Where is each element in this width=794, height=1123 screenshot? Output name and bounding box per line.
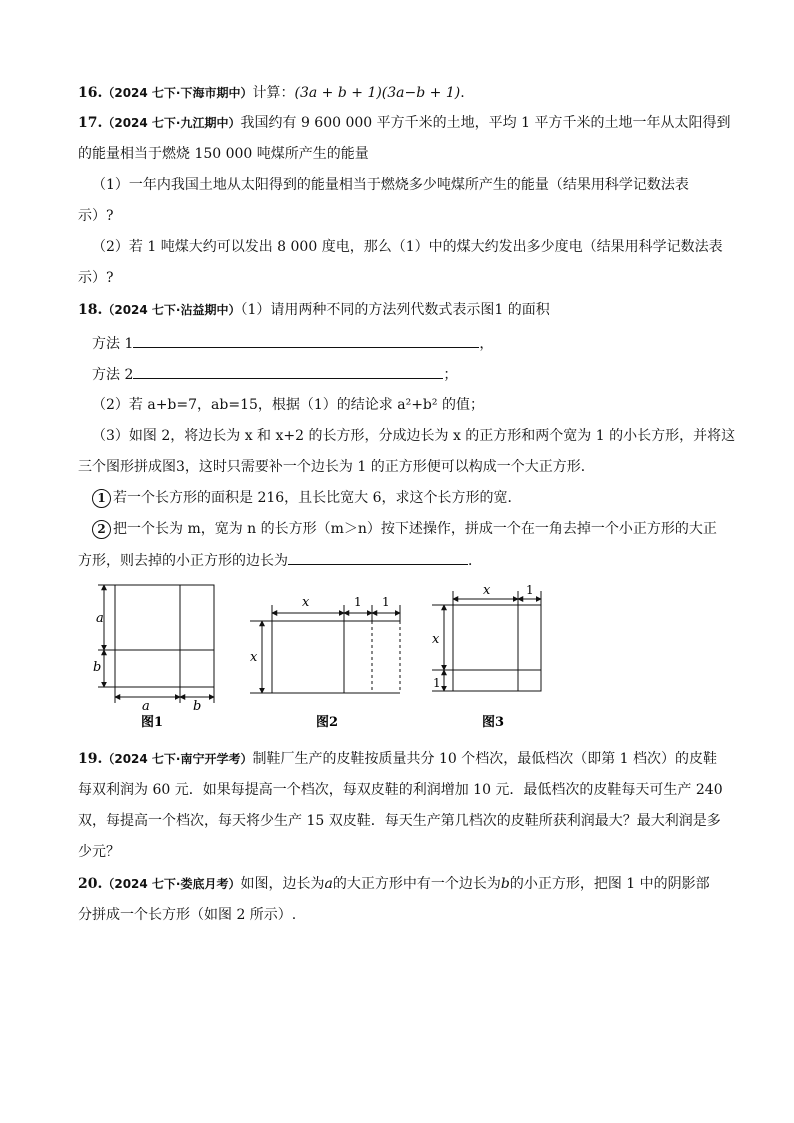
circled-number: 2	[92, 520, 111, 539]
method-1-label: 方法 1	[92, 336, 134, 352]
fig3-caption: 图3	[482, 715, 505, 730]
question-source: （2024 七下·九江期中）	[102, 116, 241, 130]
question-number: 17.	[78, 115, 103, 131]
question-number: 18.	[78, 302, 103, 318]
question-text: （1）请用两种不同的方法列代数式表示图1 的面积	[240, 302, 550, 318]
figures	[0, 577, 794, 737]
fig2-caption: 图2	[316, 715, 339, 730]
fig3-label-1-top: 1	[526, 583, 534, 597]
method-1-blank[interactable]	[133, 333, 479, 348]
method-2-blank[interactable]	[133, 364, 443, 379]
method-2-label: 方法 2	[92, 367, 134, 383]
math-expression: (3a + b + 1)(3a−b + 1)	[294, 85, 461, 101]
fig1-label-a: a	[96, 611, 104, 626]
fig1-label-b-bottom: b	[193, 699, 202, 714]
question-text: 我国约有 9 600 000 平方千米的土地，平均 1 平方千米的土地一年从太阳得到	[240, 115, 731, 131]
question-16	[78, 83, 465, 103]
question-17-line-2: 的能量相当于燃烧 150 000 吨煤所产生的能量	[78, 146, 369, 162]
figure-3	[432, 591, 541, 691]
question-17-part-2: （2）若 1 吨煤大约可以发出 8 000 度电，那么（1）中的煤大约发出多少度电（结果用科学记数法表	[92, 239, 723, 255]
fig2-label-x-top: x	[302, 595, 310, 610]
question-19-line-1	[78, 749, 717, 769]
figure-2	[250, 605, 400, 693]
question-text: 计算：	[252, 85, 295, 101]
sub-question-text: 方形，则去掉的小正方形的边长为	[78, 553, 288, 569]
fig2-label-x-left: x	[250, 650, 258, 665]
answer-blank[interactable]	[288, 550, 468, 565]
question-text: 如图，边长为	[240, 876, 325, 892]
math-variable-b: b	[500, 876, 510, 892]
question-source: （2024 七下·下海市期中）	[102, 86, 253, 100]
question-20-line-2: 分拼成一个长方形（如图 2 所示）.	[78, 907, 297, 923]
question-19-line-4: 少元？	[78, 844, 120, 860]
sub-question-2	[92, 519, 717, 539]
figure-1	[98, 585, 214, 703]
question-source: （2024 七下·娄底月考）	[102, 877, 241, 891]
math-variable-a: a	[324, 876, 333, 892]
question-source: （2024 七下·南宁开学考）	[102, 752, 253, 766]
fig3-label-1-left: 1	[433, 676, 441, 690]
fig2-label-1a: 1	[354, 595, 362, 609]
question-17-part-2-cont: 示）?	[78, 270, 114, 286]
fig1-caption: 图1	[141, 715, 164, 730]
question-source: （2024 七下·沾益期中）	[102, 303, 241, 317]
question-text: 的小正方形，把图 1 中的阴影部	[509, 876, 710, 892]
sub-question-2-cont	[78, 550, 482, 571]
fig3-label-x-left: x	[432, 632, 440, 647]
question-18-line-1	[78, 300, 550, 320]
question-17-line-1	[78, 113, 730, 133]
question-number: 16.	[78, 85, 103, 101]
sub-question-text: 把一个长为 m，宽为 n 的长方形（m＞n）按下述操作，拼成一个在一角去掉一个小正方形的大正	[113, 521, 717, 537]
question-19-line-2: 每双利润为 60 元．如果每提高一个档次，每双皮鞋的利润增加 10 元．最低档次的皮鞋每天可生产 240	[78, 782, 723, 798]
question-text: 制鞋厂生产的皮鞋按质量共分 10 个档次，最低档次（即第 1 档次）的皮鞋	[252, 751, 718, 767]
fig1-label-b: b	[93, 660, 102, 675]
question-19-line-3: 双，每提高一个档次，每天将少生产 15 双皮鞋．每天生产第几档次的皮鞋所获利润最大？最大利润是多	[78, 813, 721, 829]
fig1-label-a-bottom: a	[142, 699, 150, 714]
sub-question-1	[92, 488, 522, 508]
question-text: 的大正方形中有一个边长为	[332, 876, 501, 892]
method-1-row	[92, 333, 493, 354]
method-2-end: ；	[443, 367, 458, 383]
question-number: 19.	[78, 751, 103, 767]
question-17-part-1: （1）一年内我国土地从太阳得到的能量相当于燃烧多少吨煤所产生的能量（结果用科学记数法表	[92, 177, 689, 193]
method-2-row	[92, 364, 457, 385]
question-17-part-1-cont: 示）?	[78, 208, 114, 224]
method-1-end: ，	[479, 336, 494, 352]
question-18-part-2: （2）若 a+b=7，ab=15，根据（1）的结论求 a²+b² 的值；	[92, 397, 484, 413]
question-18-part-3: （3）如图 2，将边长为 x 和 x+2 的长方形，分成边长为 x 的正方形和两个宽为 1 的小长方形，并将这	[92, 428, 736, 444]
sub-question-text: 若一个长方形的面积是 216，且长比宽大 6，求这个长方形的宽．	[113, 490, 522, 506]
fig2-label-1b: 1	[382, 595, 390, 609]
question-number: 20.	[78, 876, 103, 892]
question-end: .	[460, 85, 465, 101]
question-20-line-1	[78, 874, 710, 894]
sub-question-end: ．	[468, 553, 482, 569]
circled-number: 1	[92, 489, 111, 508]
question-18-part-3-cont: 三个图形拼成图3，这时只需要补一个边长为 1 的正方形便可以构成一个大正方形．	[78, 459, 595, 475]
fig3-label-x-top: x	[483, 583, 491, 598]
